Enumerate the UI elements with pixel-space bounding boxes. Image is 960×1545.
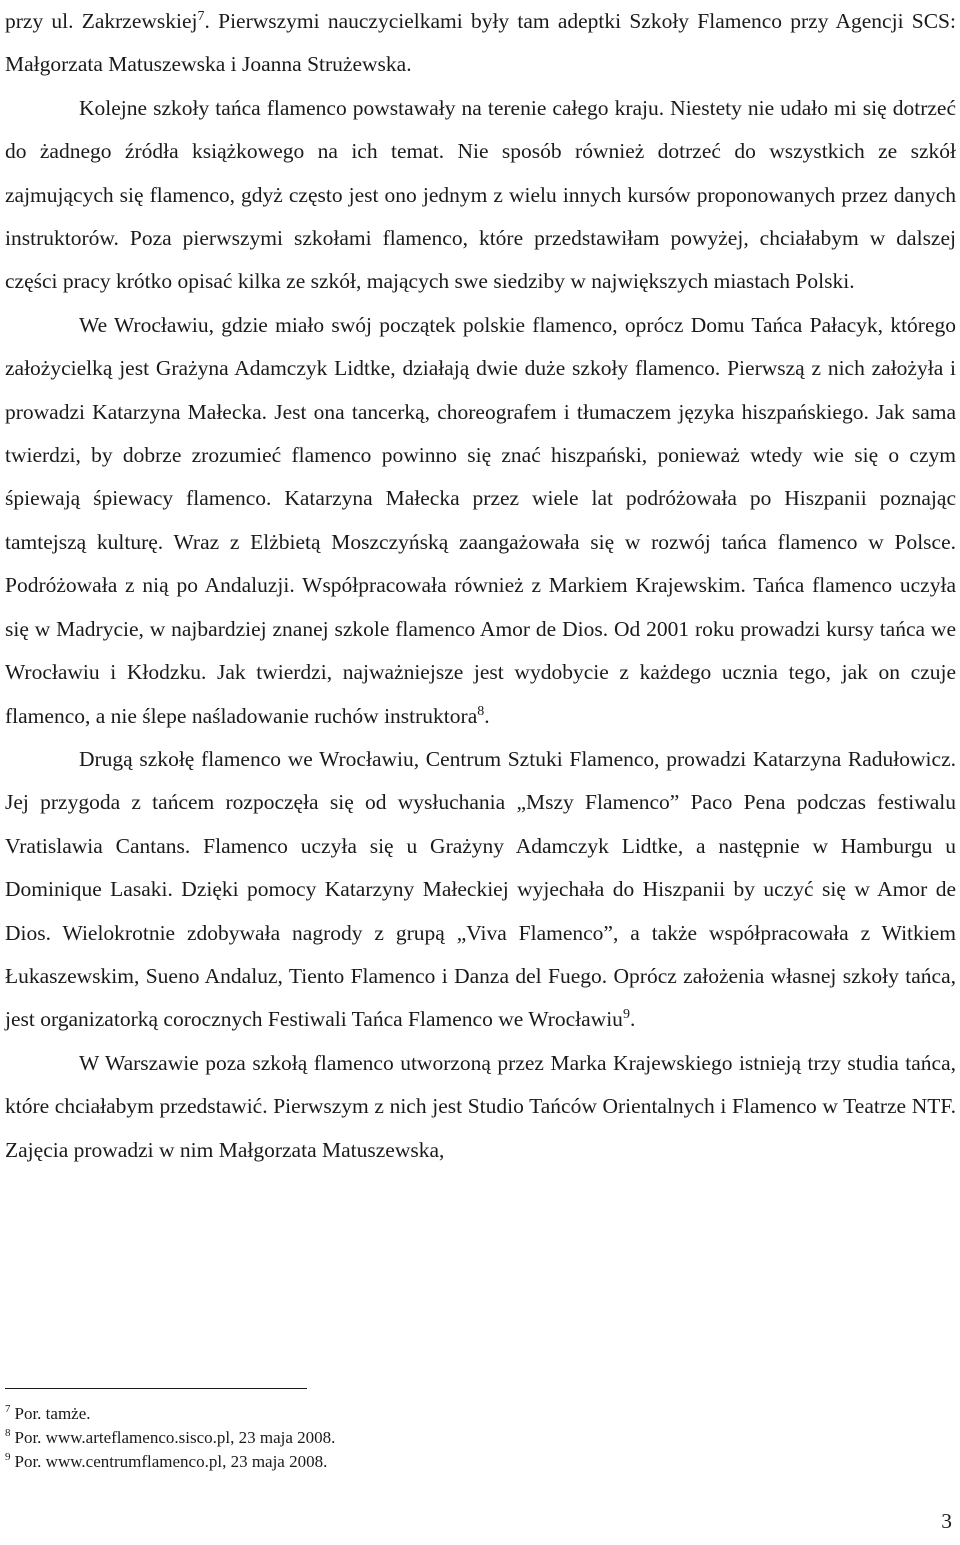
paragraph [5,1042,956,1172]
paragraph-text: W Warszawie poza szkołą flamenco utworzoną przez Marka Krajewskiego istnieją trzy studia tańca, które chciałabym przedstawić. Pierwszym z nich jest Studio Tańców Orientalnych i Flamenco w Teatrze NTF. Zajęcia prowadzi w nim Małgorzata Matuszewska, [5,1050,956,1162]
footnote-reference: 8 [477,703,485,719]
paragraph [5,0,956,87]
paragraph-text: Kolejne szkoły tańca flamenco powstawały na terenie całego kraju. Niestety nie udało mi się dotrzeć do żadnego źródła książkowego na ich temat. Nie sposób również dotrzeć do wszystkich ze szkół zajmujących się flamenco, gdyż często jest ono jednym z wielu innych kursów proponowanych przez danych instruktorów. Poza pierwszymi szkołami flamenco, które przedstawiłam powyżej, chciałabym w dalszej części pracy krótko opisać kilka ze szkół, mających swe siedziby w największych miastach Polski. [5,95,956,294]
footnote [5,1426,905,1450]
paragraph [5,304,956,738]
body-text [5,0,956,1172]
footnote-reference: 9 [622,1007,630,1023]
footnote-text: Por. tamże. [14,1404,91,1423]
footnote-separator [5,1388,307,1389]
paragraph [5,738,956,1042]
paragraph-text: Drugą szkołę flamenco we Wrocławiu, Centrum Sztuki Flamenco, prowadzi Katarzyna Radułowicz. Jej przygoda z tańcem rozpoczęła się od wysłuchania „Mszy Flamenco” Paco Pena podczas festiwalu Vratislawia Cantans. Flamenco uczyła się u Grażyny Adamczyk Lidtke, a następnie w Hamburgu u Dominique Lasaki. Dzięki pomocy Katarzyny Małeckiej wyjechała do Hiszpanii by uczyć się w Amor de Dios. Wielokrotnie zdobywała nagrody z grupą „Viva Flamenco”, a także współpracowała z Witkiem Łukaszewskim, Sueno Andaluz, Tiento Flamenco i Danza del Fuego. Oprócz założenia własnej szkoły tańca, jest organizatorką corocznych Festiwali Tańca Flamenco we Wrocławiu [5,746,956,1032]
footnote-text: Por. www.centrumflamenco.pl, 23 maja 2008. [14,1452,328,1471]
footnote-number: 8 [5,1427,11,1440]
footnote-reference: 7 [197,8,205,24]
paragraph-text: We Wrocławiu, gdzie miało swój początek polskie flamenco, oprócz Domu Tańca Pałacyk, którego założycielką jest Grażyna Adamczyk Lidtke, działają dwie duże szkoły flamenco. Pierwszą z nich założyła i prowadzi Katarzyna Małecka. Jest ona tancerką, choreografem i tłumaczem języka hiszpańskiego. Jak sama twierdzi, by dobrze zrozumieć flamenco powinno się znać hiszpański, ponieważ wtedy wie się o czym śpiewają śpiewacy flamenco. Katarzyna Małecka przez wiele lat podróżowała po Hiszpanii poznając tamtejszą kulturę. Wraz z Elżbietą Moszczyńską zaangażowała się w rozwój tańca flamenco w Polsce. Podróżowała z nią po Andaluzji. Współpracowała również z Markiem Krajewskim. Tańca flamenco uczyła się w Madrycie, w najbardziej znanej szkole flamenco Amor de Dios. Od 2001 roku prowadzi kursy tańca we Wrocławiu i Kłodzku. Jak twierdzi, najważniejsze jest wydobycie z każdego ucznia tego, jak on czuje flamenco, a nie ślepe naśladowanie ruchów instruktora [5,312,956,728]
footnote [5,1450,905,1474]
footnotes [5,1402,905,1474]
footnote-text: Por. www.arteflamenco.sisco.pl, 23 maja 2008. [14,1428,336,1447]
page-number: 3 [941,1509,952,1533]
footnote-number: 7 [5,1403,11,1416]
paragraph-text: . [629,1007,636,1032]
paragraph-text: przy ul. Zakrzewskiej [5,9,198,33]
footnote [5,1402,905,1426]
paragraph-text: . Pierwszymi nauczycielkami były tam adeptki Szkoły Flamenco przy Agencji SCS: Małgorzata Matuszewska i Joanna Strużewska. [5,9,956,77]
footnote-number: 9 [5,1451,11,1464]
main-text [5,0,956,1172]
paragraph-text: . [484,703,490,728]
paragraph [5,87,956,304]
